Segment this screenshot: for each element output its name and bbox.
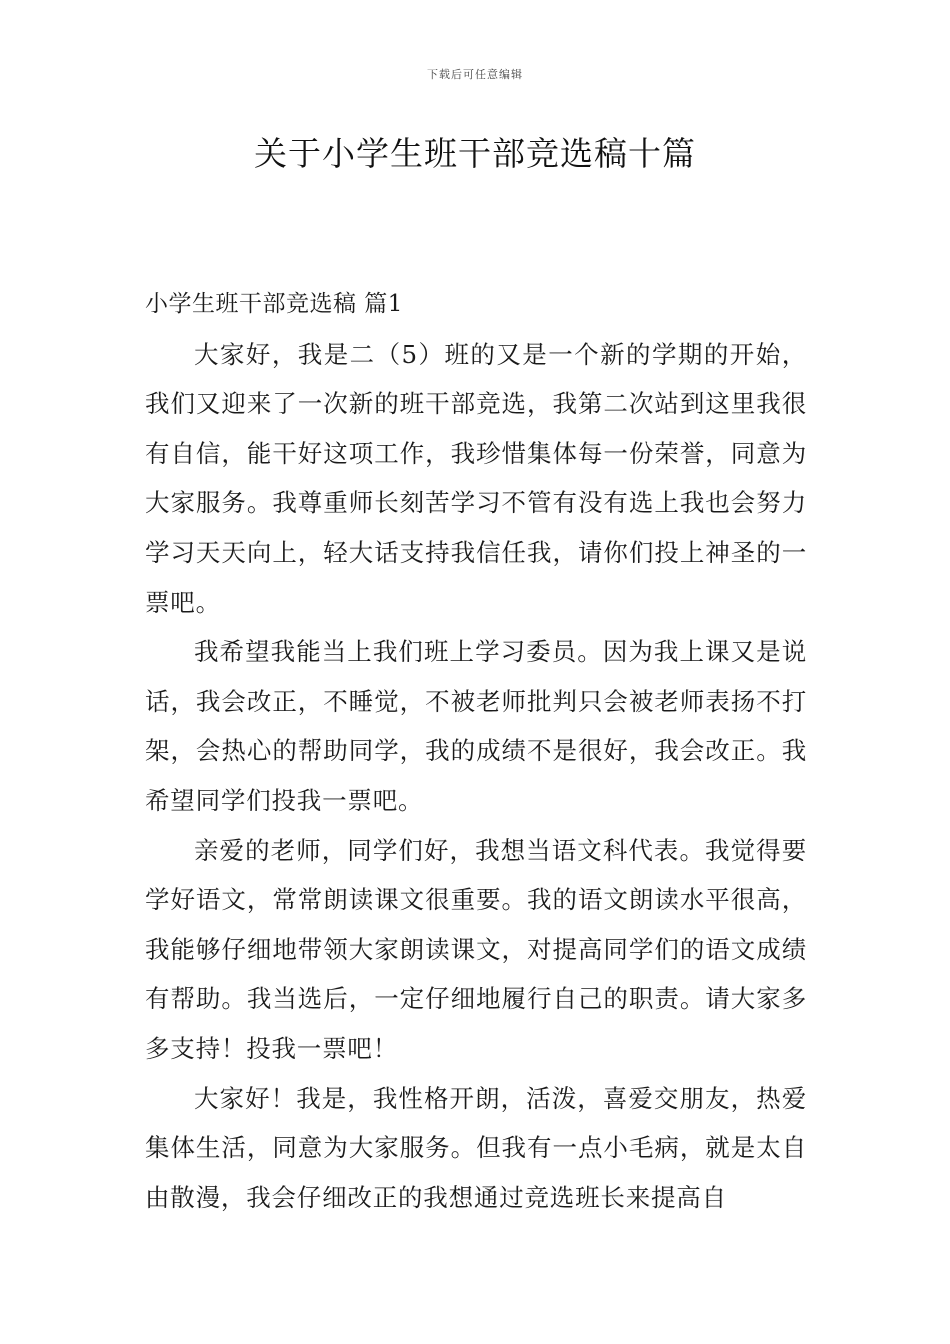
paragraph-3: 亲爱的老师，同学们好，我想当语文科代表。我觉得要学好语文，常常朗读课文很重要。我的语文朗读水平很高，我能够仔细地带领大家朗读课文，对提高同学们的语文成绩有帮助。我当选后，一定仔细地履行自己的职责。请大家多多支持！投我一票吧！ [145,835,807,1063]
paragraph-1: 大家好，我是二（5）班的又是一个新的学期的开始，我们又迎来了一次新的班干部竞选，我第二次站到这里我很有自信，能干好这项工作，我珍惜集体每一份荣誉，同意为大家服务。我尊重师长刻苦学习不管有没有选上我也会努力学习天天向上，轻大话支持我信任我，请你们投上神圣的一票吧。 [145,339,807,617]
paragraph-2: 我希望我能当上我们班上学习委员。因为我上课又是说话，我会改正，不睡觉，不被老师批判只会被老师表扬不打架，会热心的帮助同学，我的成绩不是很好，我会改正。我希望同学们投我一票吧。 [145,637,807,815]
header-note: 下载后可任意编辑 [427,68,523,81]
document-title: 关于小学生班干部竞选稿十篇 [254,134,696,173]
section-heading: 小学生班干部竞选稿 篇1 [145,291,403,317]
document-body [145,280,807,1222]
paragraph-4: 大家好！我是，我性格开朗，活泼，喜爱交朋友，热爱集体生活，同意为大家服务。但我有一点小毛病，就是太自由散漫，我会仔细改正的我想通过竞选班长来提高自 [145,1083,807,1212]
